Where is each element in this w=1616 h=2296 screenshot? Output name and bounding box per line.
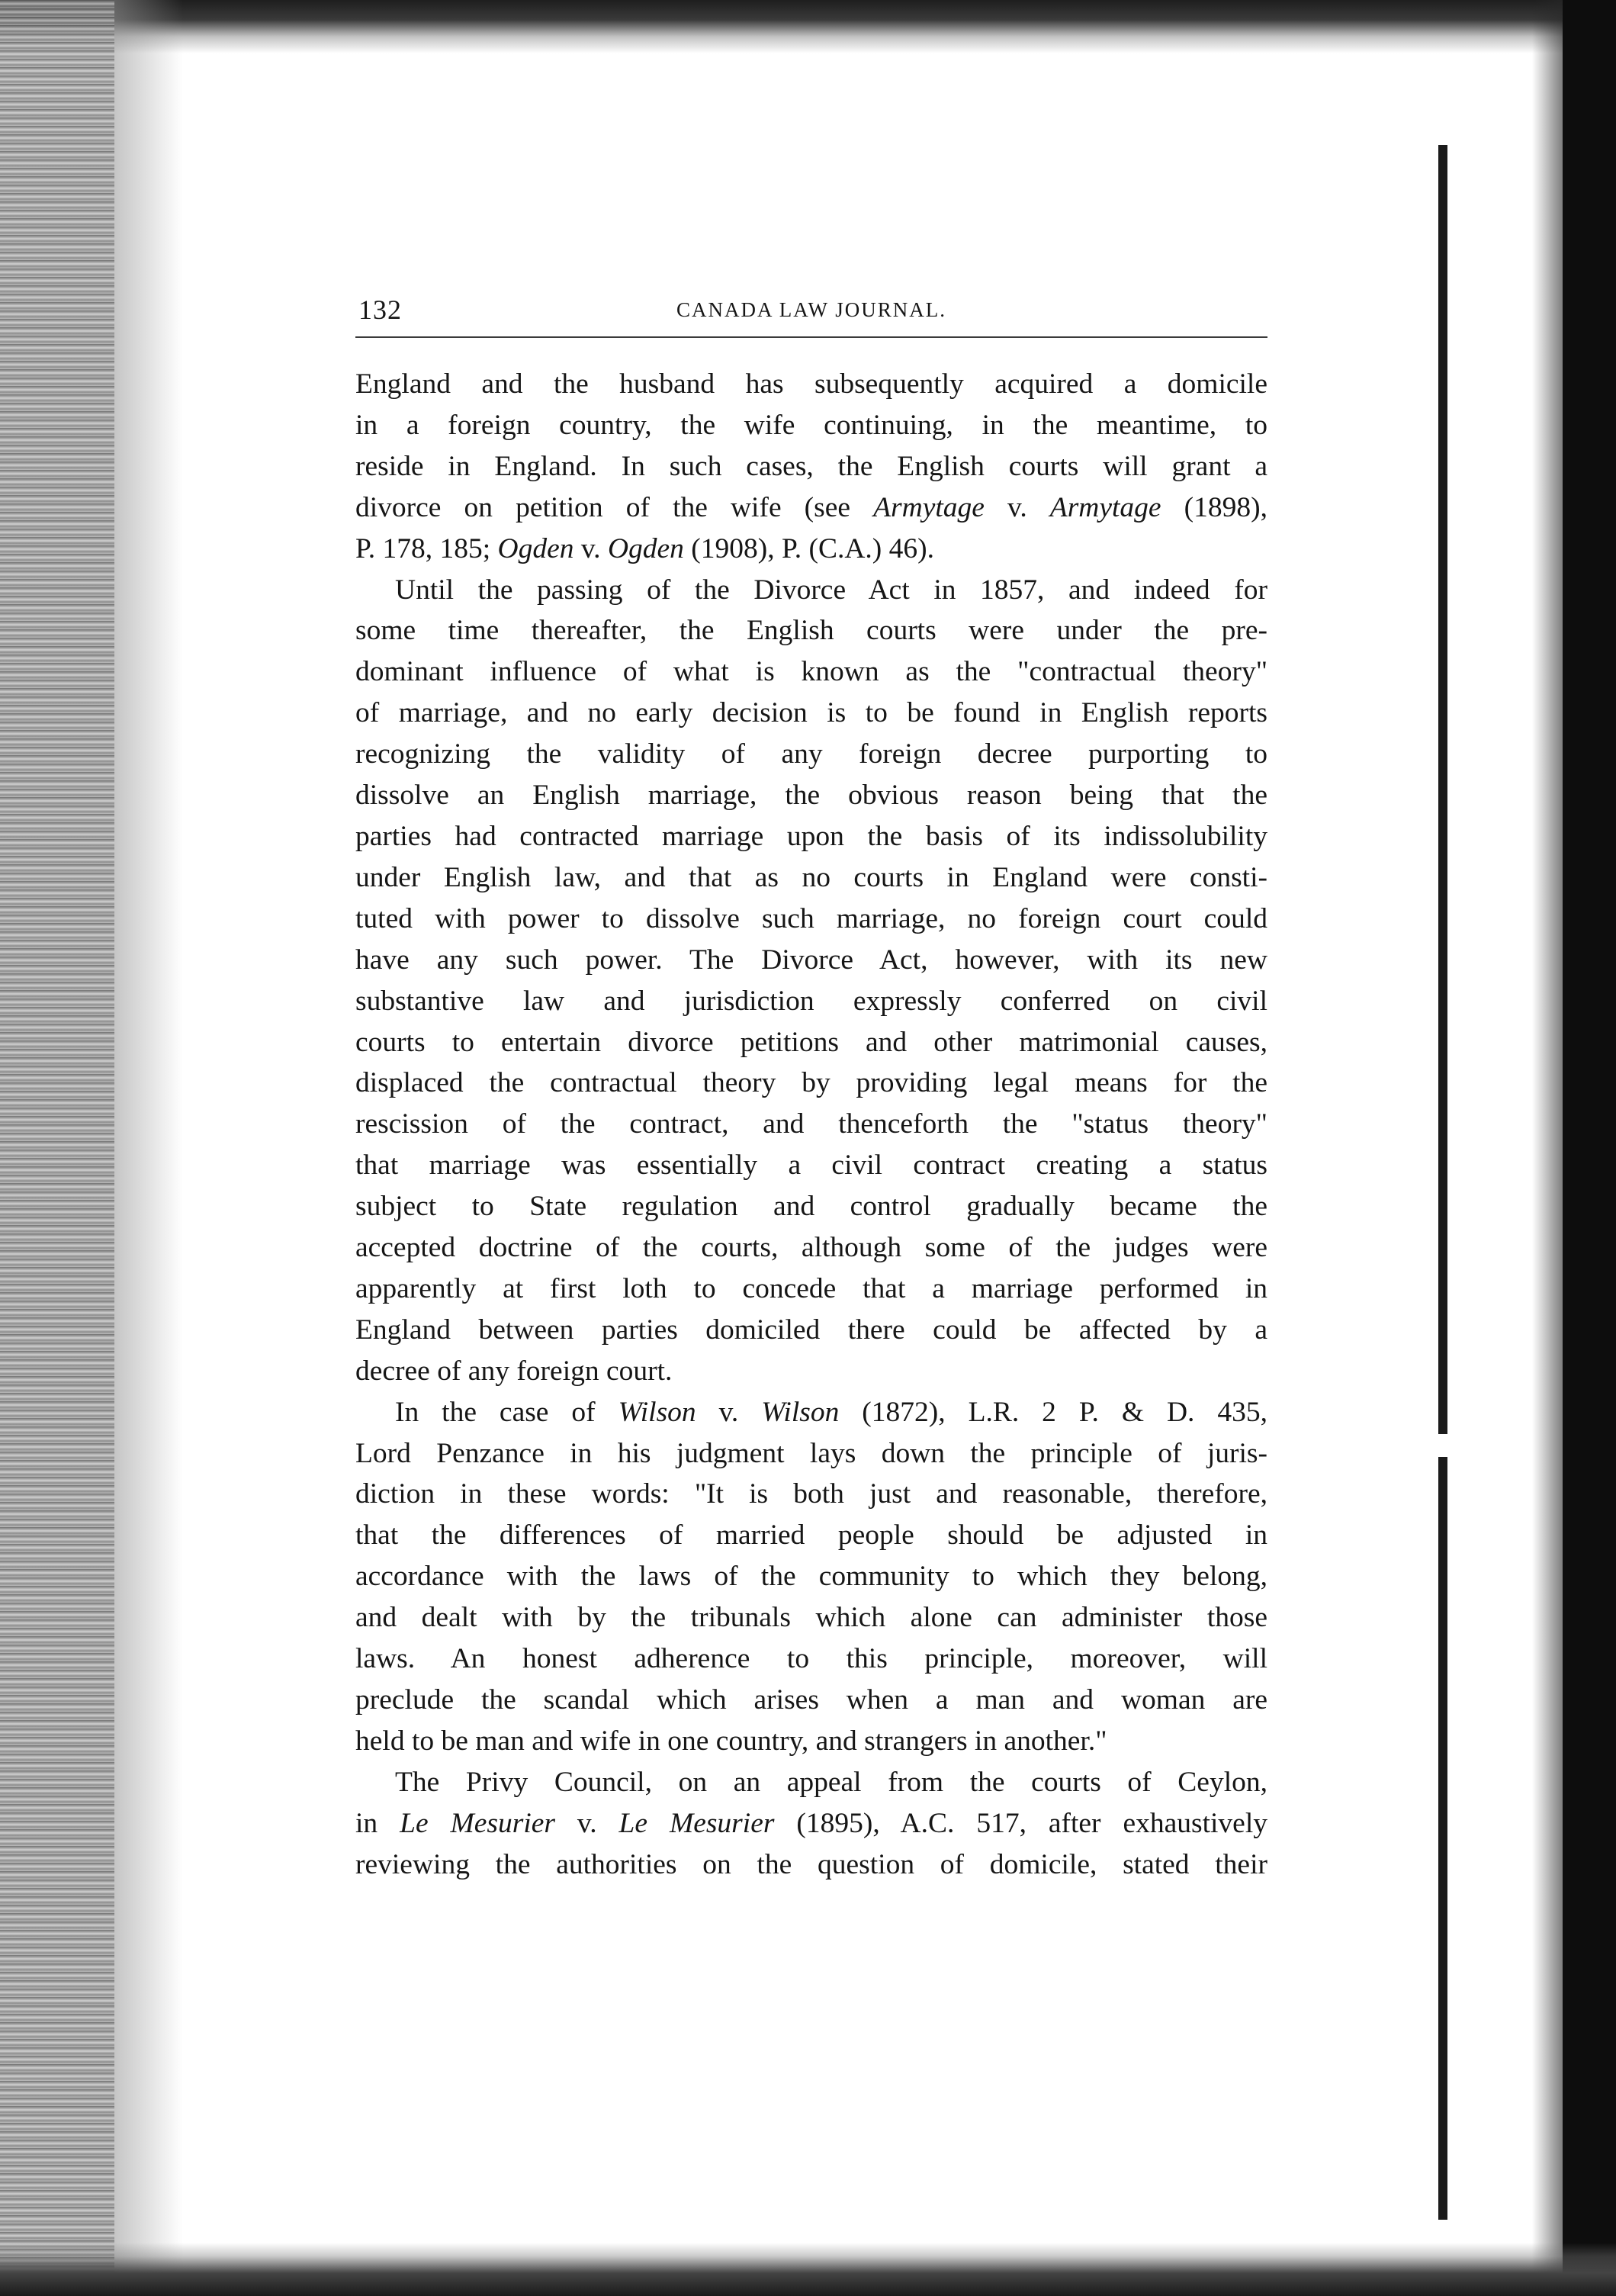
text-line: accepted doctrine of the courts, although some of the judges were: [355, 1232, 1267, 1264]
paragraph-4: [355, 1762, 1267, 1886]
document-page: [355, 294, 1267, 1886]
scan-shadow-right: [1563, 0, 1616, 2296]
text-line: held to be man and wife in one country, and strangers in another.": [355, 1725, 1107, 1757]
text-line: and dealt with by the tribunals which alone can administer those: [355, 1602, 1267, 1634]
text-line: divorce on petition of the wife (see Armytage v. Armytage (1898),: [355, 491, 1268, 523]
text-line: tuted with power to dissolve such marriage, no foreign court could: [355, 902, 1267, 934]
scan-shadow-left-fade: [114, 0, 183, 2296]
text-line: that the differences of married people should be adjusted in: [355, 1519, 1267, 1552]
paragraph-3: [355, 1392, 1267, 1762]
journal-title: CANADA LAW JOURNAL.: [676, 298, 947, 321]
text-line: laws. An honest adherence to this principle, moreover, will: [355, 1643, 1267, 1675]
text-line: displaced the contractual theory by providing legal means for the: [355, 1067, 1267, 1099]
text-line: recognizing the validity of any foreign decree purporting to: [355, 738, 1267, 770]
text-line: dominant influence of what is known as the "contractual theory": [355, 656, 1267, 688]
text-line: subject to State regulation and control gradually became the: [355, 1191, 1267, 1223]
text-line: parties had contracted marriage upon the basis of its indissolubility: [355, 820, 1267, 852]
text-line: under English law, and that as no courts in England were consti-: [355, 861, 1267, 893]
text-line: some time thereafter, the English courts were under the pre-: [355, 615, 1267, 647]
text-line: The Privy Council, on an appeal from the courts of Ceylon,: [395, 1766, 1267, 1798]
scan-shadow-right-fade: [1532, 0, 1563, 2296]
running-head: [355, 294, 1267, 333]
text-line: England between parties domiciled there could be affected by a: [355, 1314, 1267, 1346]
text-line: P. 178, 185; Ogden v. Ogden (1908), P. (C.A.) 46).: [355, 532, 935, 564]
paragraph-2: [355, 570, 1267, 1392]
text-line: have any such power. The Divorce Act, however, with its new: [355, 944, 1267, 976]
scan-shadow-left: [0, 0, 114, 2296]
text-line: In the case of Wilson v. Wilson (1872), L.R. 2 P. & D. 435,: [395, 1396, 1267, 1428]
scan-edge-bar-lower: [1438, 1457, 1447, 2220]
text-line: Until the passing of the Divorce Act in 1857, and indeed for: [395, 574, 1267, 606]
scan-edge-bar-upper: [1438, 145, 1447, 1434]
text-line: of marriage, and no early decision is to be found in English reports: [355, 697, 1267, 729]
text-line: accordance with the laws of the community to which they belong,: [355, 1561, 1267, 1593]
text-line: dissolve an English marriage, the obvious reason being that the: [355, 780, 1267, 812]
text-line: in Le Mesurier v. Le Mesurier (1895), A.C. 517, after exhaustively: [355, 1807, 1267, 1839]
text-line: in a foreign country, the wife continuing, in the meantime, to: [355, 409, 1267, 441]
text-line: rescission of the contract, and thenceforth the "status theory": [355, 1108, 1267, 1140]
text-line: Lord Penzance in his judgment lays down the principle of juris-: [355, 1437, 1267, 1469]
paragraph-1: [355, 364, 1267, 570]
text-line: preclude the scandal which arises when a man and woman are: [355, 1684, 1267, 1716]
text-line: that marriage was essentially a civil contract creating a status: [355, 1150, 1267, 1182]
text-line: reviewing the authorities on the question of domicile, stated their: [355, 1848, 1267, 1880]
text-line: apparently at first loth to concede that a marriage performed in: [355, 1272, 1267, 1304]
text-line: reside in England. In such cases, the English courts will grant a: [355, 450, 1267, 482]
scan-shadow-bottom: [0, 2243, 1616, 2296]
text-line: decree of any foreign court.: [355, 1355, 673, 1387]
body-text: [355, 364, 1267, 1886]
scan-shadow-top: [0, 0, 1616, 53]
text-line: England and the husband has subsequently acquired a domicile: [355, 368, 1267, 400]
text-line: courts to entertain divorce petitions and other matrimonial causes,: [355, 1026, 1267, 1058]
page-number: 132: [358, 294, 402, 325]
text-line: substantive law and jurisdiction expressly conferred on civil: [355, 985, 1267, 1017]
text-line: diction in these words: "It is both just and reasonable, therefore,: [355, 1478, 1267, 1510]
header-rule: [355, 336, 1267, 338]
